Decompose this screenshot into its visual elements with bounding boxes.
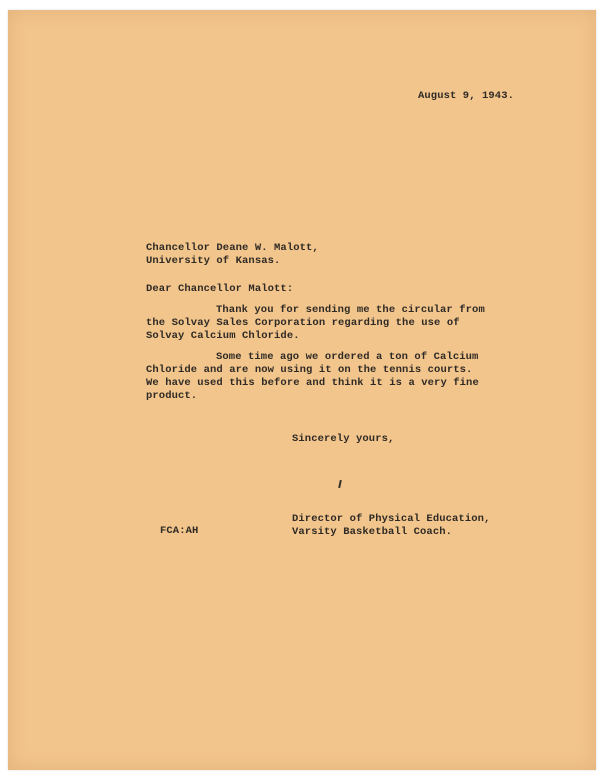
complimentary-closing: Sincerely yours, (292, 433, 395, 445)
paragraph-2-line: product. (146, 390, 198, 402)
pen-mark (338, 480, 342, 488)
paragraph-1-line: Solvay Calcium Chloride. (146, 330, 300, 342)
recipient-institution: University of Kansas. (146, 255, 281, 267)
letter-page (8, 10, 596, 770)
body-paragraph-2 (146, 351, 479, 403)
signature-title: Director of Physical Education, (292, 513, 491, 525)
recipient-name: Chancellor Deane W. Malott, (146, 242, 319, 254)
paragraph-1-line: Thank you for sending me the circular from (216, 304, 485, 316)
letter-date: August 9, 1943. (418, 90, 515, 102)
paragraph-2-line: We have used this before and think it is a very fine (146, 377, 479, 389)
paragraph-1-line: the Solvay Sales Corporation regarding the use of (146, 317, 460, 329)
signature-subtitle: Varsity Basketball Coach. (292, 526, 453, 538)
salutation: Dear Chancellor Malott: (146, 283, 294, 295)
paragraph-2-line: Some time ago we ordered a ton of Calcium (216, 351, 479, 363)
reference-initials: FCA:AH (160, 525, 199, 537)
paragraph-2-line: Chloride and are now using it on the tennis courts. (146, 364, 473, 376)
signature-block (292, 513, 490, 539)
body-paragraph-1 (146, 304, 485, 343)
recipient-address (146, 242, 319, 268)
